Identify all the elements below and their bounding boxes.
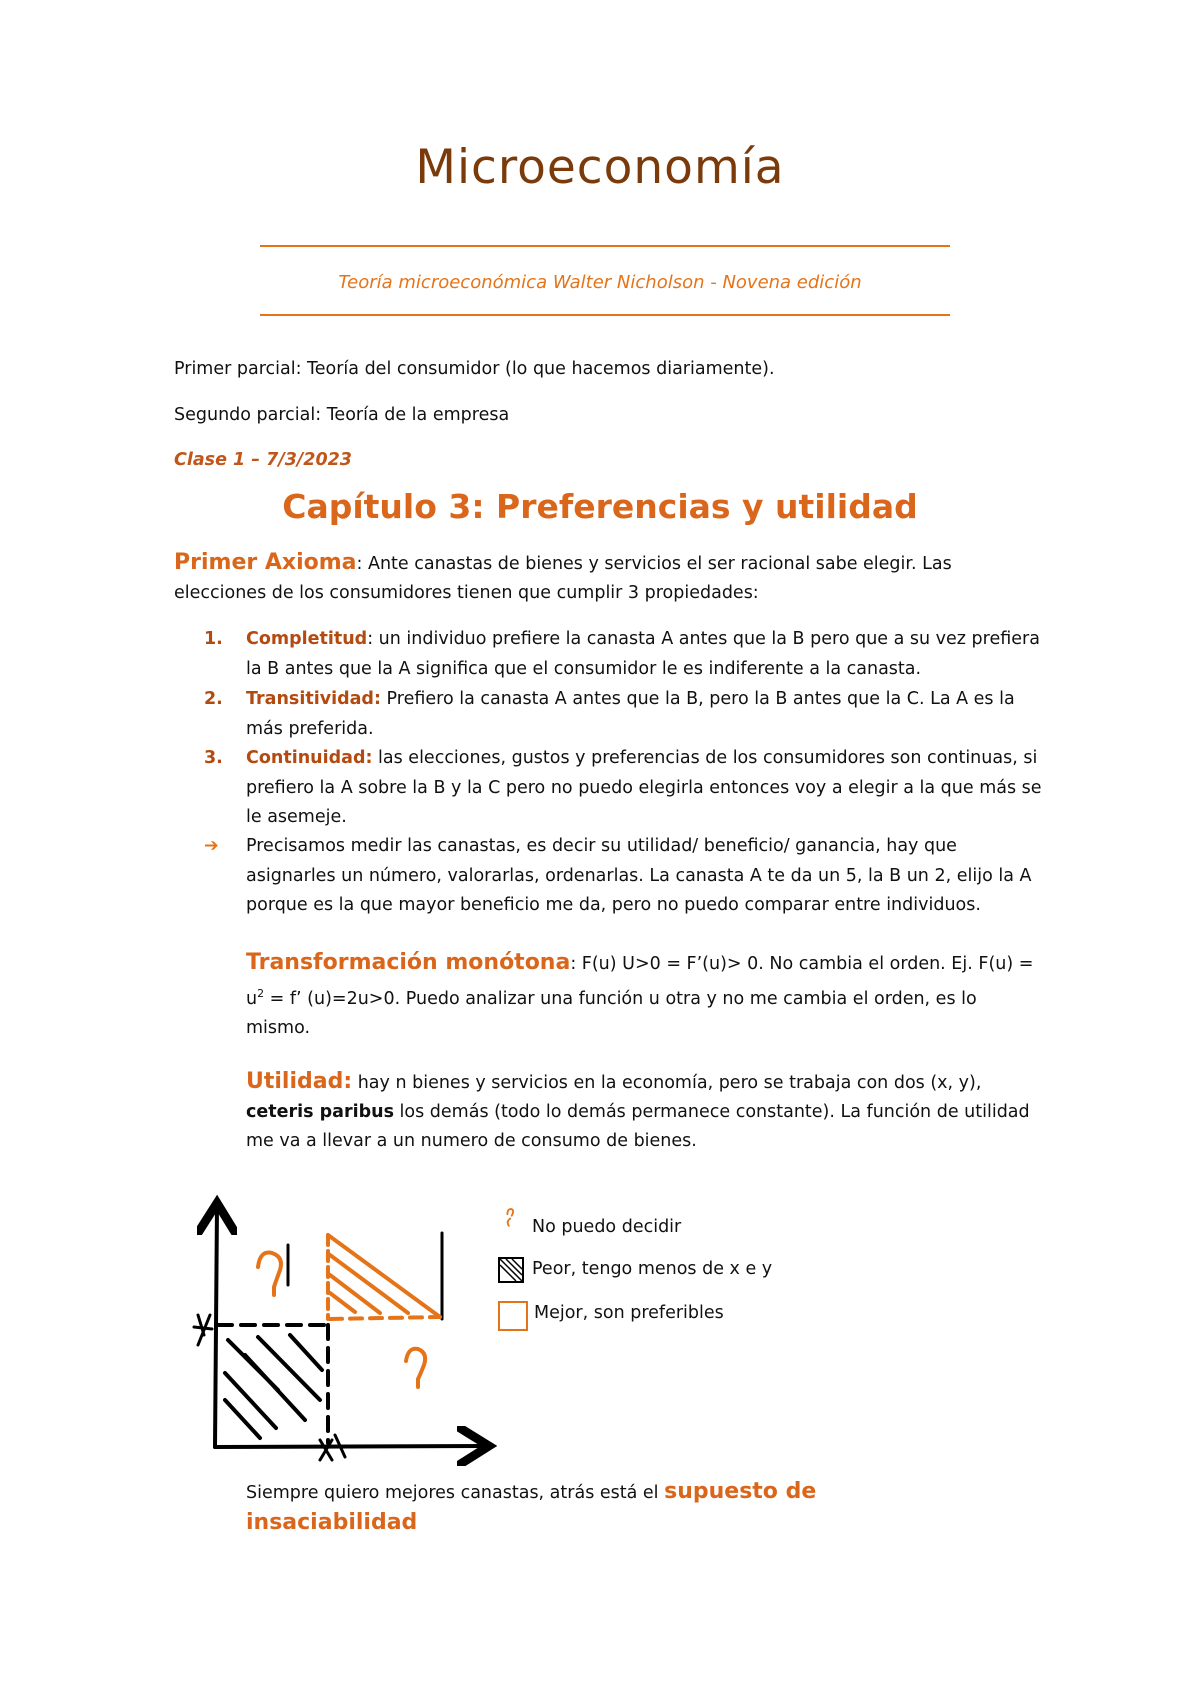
utility-text-1: hay n bienes y servicios en la economía, pero se trabaja con dos (x, y), — [352, 1073, 982, 1093]
list-number: 3. — [204, 748, 223, 768]
property-text: Prefiero la canasta A antes que la B, pero la B antes que la C. La A es la más preferida. — [246, 689, 1015, 739]
property-text: : un individuo prefiere la canasta A antes que la B pero que a su vez prefiera la B antes que la A significa que el consumidor le es indiferente a la canasta. — [246, 629, 1040, 679]
document-subtitle: Teoría microeconómica Walter Nicholson - Novena edición — [338, 272, 862, 293]
conclusion-text: Siempre quiero mejores canastas, atrás está el — [246, 1483, 665, 1503]
list-item — [204, 832, 1044, 922]
monotone-superscript: 2 — [257, 987, 265, 1000]
list-number: 2. — [204, 689, 223, 709]
document-title: Microeconomía — [415, 140, 785, 195]
arrow-icon: ➔ — [204, 836, 219, 856]
property-text: las elecciones, gustos y preferencias de los consumidores son continuas, si prefiero la A sobre la B y la C pero no puedo elegirla entonces voy a elegir a la que más se le asemeje. — [246, 748, 1042, 827]
orange-box-icon — [498, 1301, 528, 1331]
monotone-text-1: : F(u) U>0 = F’(u)> 0. No cambia el orden. Ej. — [570, 954, 973, 974]
list-item — [204, 744, 1044, 834]
monotone-paragraph — [246, 948, 1046, 1043]
property-term: Transitividad: — [246, 689, 381, 709]
question-mark-icon — [406, 1349, 425, 1387]
y-axis — [215, 1207, 217, 1447]
legend-label: Mejor, son preferibles — [534, 1303, 724, 1323]
ceteris-paribus: ceteris paribus — [246, 1102, 394, 1122]
utility-text-2: los demás (todo lo demás permanece constante). La función de utilidad me va a llevar a un numero de consumo de bienes. — [246, 1102, 1030, 1151]
list-item — [204, 685, 1044, 745]
title-rule-top — [260, 245, 950, 247]
better-region-hatch — [330, 1275, 380, 1313]
chapter-heading: Capítulo 3: Preferencias y utilidad — [282, 487, 918, 526]
utility-paragraph — [246, 1067, 1046, 1156]
hatched-box-icon — [498, 1257, 524, 1283]
preference-diagram — [180, 1195, 510, 1475]
legend-label: Peor, tengo menos de x e y — [532, 1259, 773, 1279]
question-mark-icon — [498, 1207, 524, 1233]
monotone-text-2a: F(u) = u — [246, 954, 1034, 1009]
property-term: Completitud — [246, 629, 368, 649]
monotone-heading: Transformación monótona — [246, 950, 571, 975]
list-number: 1. — [204, 629, 223, 649]
better-region-hatch — [330, 1293, 355, 1312]
hatch-line — [258, 1337, 320, 1400]
class-date: Clase 1 – 7/3/2023 — [174, 450, 352, 470]
monotone-text-2b: = f’ (u)=2u>0. Puedo analizar una función u otra y no me cambia el orden, es lo mismo. — [246, 988, 977, 1038]
axiom-text: : Ante canastas de bienes y servicios el ser racional sabe elegir. Las elecciones de los consumidores tienen que cumplir 3 propiedades: — [174, 554, 952, 603]
x-star-mark — [320, 1435, 350, 1460]
legend-label: No puedo decidir — [532, 1217, 682, 1237]
list-item — [204, 625, 1044, 685]
axiom-heading: Primer Axioma — [174, 550, 357, 575]
hatch-line — [245, 1355, 305, 1420]
conclusion-term: supuesto de insaciabilidad — [246, 1479, 817, 1535]
question-mark-icon — [258, 1253, 281, 1295]
property-term: Continuidad: — [246, 748, 373, 768]
y-star-mark — [194, 1315, 212, 1345]
utility-heading: Utilidad: — [246, 1069, 353, 1094]
axiom-paragraph — [174, 548, 1044, 608]
intro-line-2: Segundo parcial: Teoría de la empresa — [174, 405, 510, 425]
title-rule-bottom — [260, 314, 950, 316]
intro-line-1: Primer parcial: Teoría del consumidor (lo que hacemos diariamente). — [174, 359, 775, 379]
hatch-line — [290, 1335, 322, 1370]
better-region-hatch — [330, 1317, 440, 1319]
conclusion-paragraph — [246, 1477, 946, 1539]
property-text: Precisamos medir las canastas, es decir su utilidad/ beneficio/ ganancia, hay que asignarles un número, valorarlas, ordenarlas. La canasta A te da un 5, la B un 2, elijo la A porque es la que mayor beneficio me da, pero no puedo comparar entre individuos. — [246, 836, 1032, 915]
